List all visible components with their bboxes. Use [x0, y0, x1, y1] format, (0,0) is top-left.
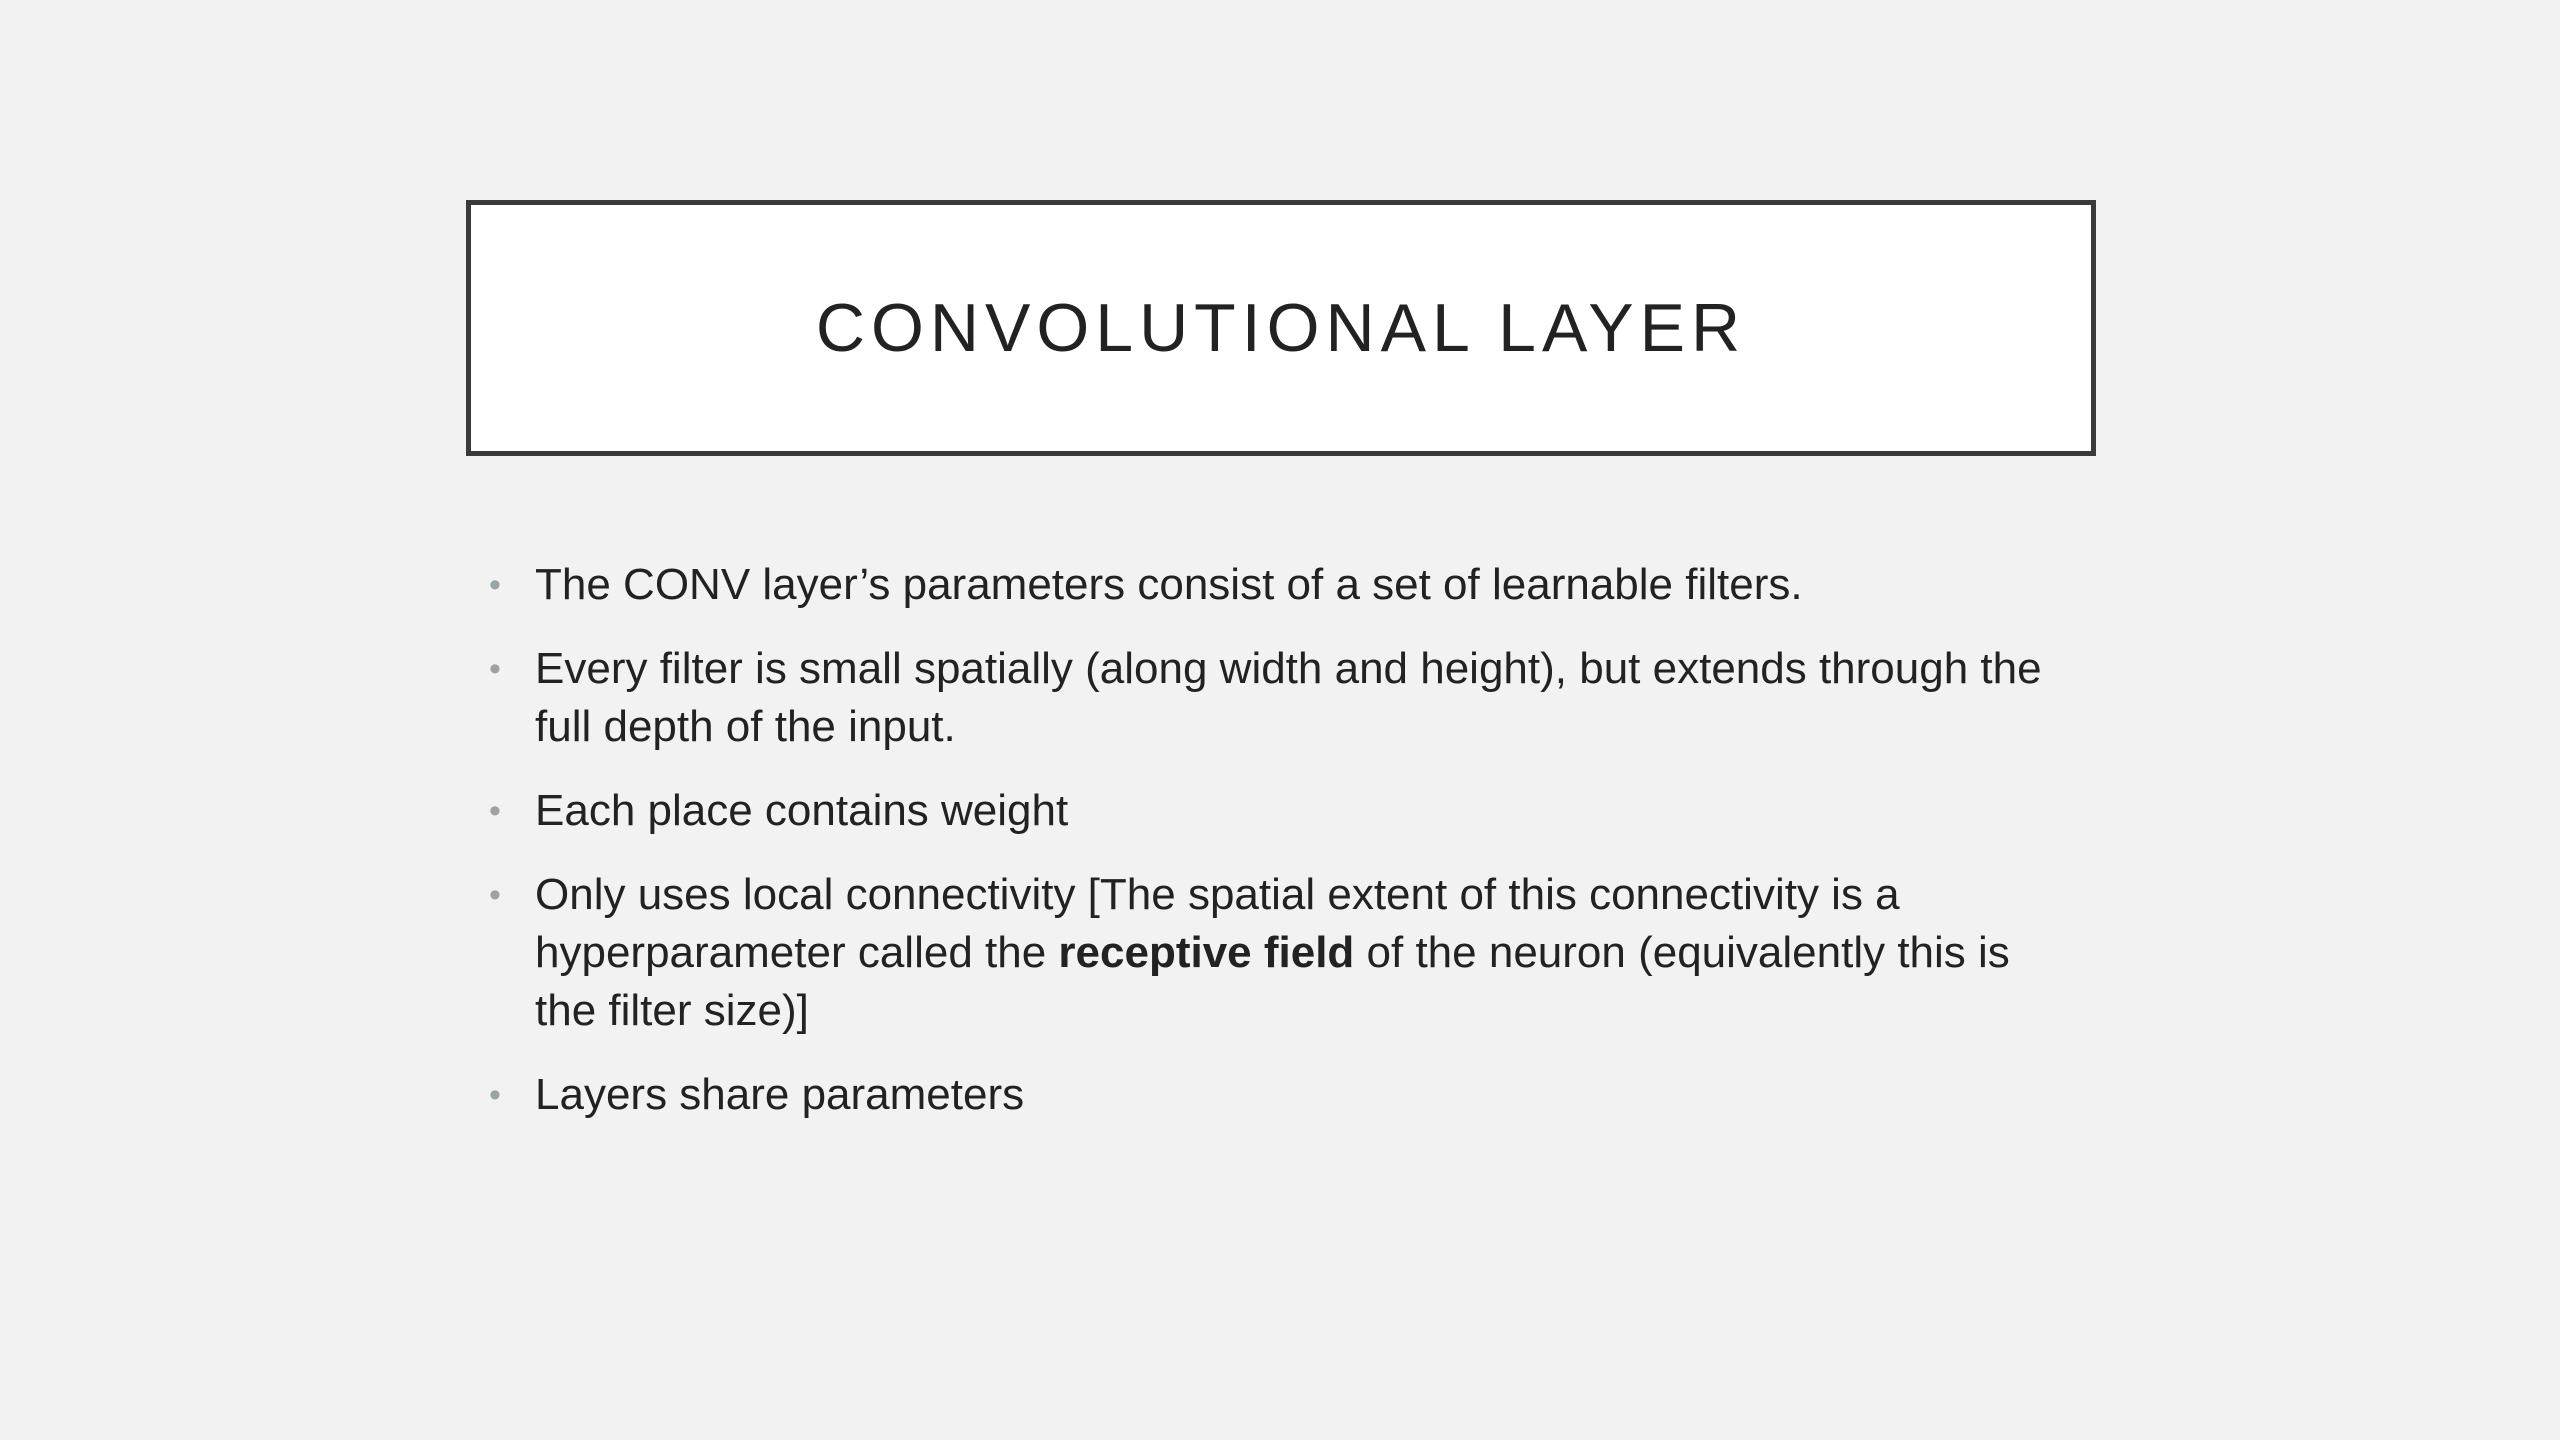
bullet-text-bold: receptive field: [1058, 928, 1355, 977]
bullet-dot-icon: •: [489, 1076, 501, 1114]
bullet-text: The CONV layer’s parameters consist of a set of learnable filters.: [535, 560, 1803, 609]
bullet-text: Every filter is small spatially (along width and height), but extends through the full depth of the input.: [535, 644, 2042, 751]
bullet-dot-icon: •: [489, 566, 501, 604]
bullet-item-5: [487, 1066, 2077, 1124]
slide-title: CONVOLUTIONAL LAYER: [815, 290, 1747, 366]
bullet-item-4: [487, 866, 2077, 1040]
bullet-text: Each place contains weight: [535, 786, 1069, 835]
bullet-dot-icon: •: [489, 650, 501, 688]
bullet-item-3: [487, 782, 2077, 840]
bullet-text: Layers share parameters: [535, 1070, 1025, 1119]
bullet-item-1: [487, 556, 2077, 614]
bullet-dot-icon: •: [489, 876, 501, 914]
bullet-text-before: Only uses local connectivity [The spatial extent of this connectivity is a hyperparameter called the: [535, 870, 1900, 977]
title-box: [466, 200, 2096, 456]
bullet-list: [487, 556, 2077, 1150]
bullet-dot-icon: •: [489, 792, 501, 830]
bullet-item-2: [487, 640, 2077, 756]
bullet-text-after: of the neuron (equivalently this is the filter size)]: [535, 928, 2010, 1035]
